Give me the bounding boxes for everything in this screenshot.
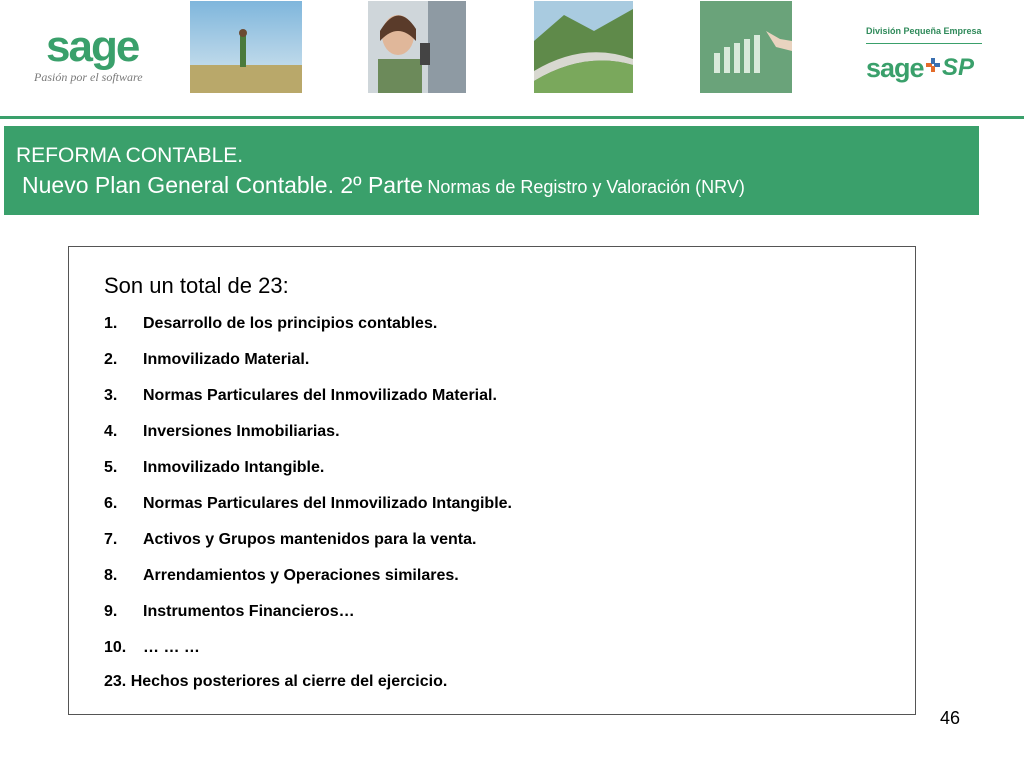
subtitle-sub: Normas de Registro y Valoración (NRV) (427, 177, 745, 197)
list-item-number: 8. (104, 567, 118, 584)
list-item-number: 9. (104, 603, 118, 620)
woman-in-field-photo (190, 1, 302, 93)
woman-with-phone-photo (368, 1, 466, 93)
mountain-road-photo (534, 1, 633, 93)
list-item (104, 351, 512, 387)
header-divider (0, 116, 1024, 119)
list-item (104, 459, 512, 495)
list-item (104, 423, 512, 459)
list-item-text: Inmovilizado Material. (143, 351, 310, 368)
sage-sp-logo (862, 26, 984, 92)
slide-header (0, 0, 1024, 118)
list-item-text: Normas Particulares del Inmovilizado Intangible. (143, 495, 512, 512)
list-item-text: Activos y Grupos mantenidos para la venta. (143, 531, 477, 548)
list-item-text: Arrendamientos y Operaciones similares. (143, 567, 459, 584)
list-item (104, 567, 512, 603)
list-item-text: … … … (143, 639, 200, 656)
division-divider (866, 43, 982, 44)
plus-connector-icon (926, 58, 940, 72)
list-item-text: Inversiones Inmobiliarias. (143, 423, 340, 440)
list-item-text: Normas Particulares del Inmovilizado Material. (143, 387, 497, 404)
brand-sage-word: sage (866, 53, 924, 83)
list-item-number: 3. (104, 387, 118, 404)
list-item (104, 495, 512, 531)
list-item (104, 639, 512, 675)
slide-subtitle (22, 172, 745, 199)
list-item (104, 315, 512, 351)
list-item (104, 531, 512, 567)
list-item-text: Inmovilizado Intangible. (143, 459, 325, 476)
slide-title: REFORMA CONTABLE. (16, 144, 244, 167)
list-item-text: Instrumentos Financieros… (143, 603, 355, 620)
sage-logo (34, 22, 154, 92)
list-item-text: Desarrollo de los principios contables. (143, 315, 438, 332)
list-item (104, 387, 512, 423)
hand-drawing-chart-photo (700, 1, 792, 93)
list-item-number: 7. (104, 531, 118, 548)
page-number: 46 (940, 708, 961, 728)
final-list-item: 23. Hechos posteriores al cierre del ejercicio. (104, 673, 448, 690)
list-item-number: 4. (104, 423, 118, 440)
brand-sp-word: SP (942, 54, 975, 81)
list-item-number: 6. (104, 495, 118, 512)
content-heading: Son un total de 23: (104, 273, 289, 298)
title-banner (4, 126, 979, 215)
list-item-number: 5. (104, 459, 118, 476)
nrv-list (104, 315, 512, 675)
sage-logo-tagline: Pasión por el software (34, 70, 143, 84)
division-label: División Pequeña Empresa (866, 26, 982, 36)
content-box (68, 246, 916, 715)
sage-logo-word: sage (46, 22, 139, 71)
list-item-number: 1. (104, 315, 118, 332)
list-item-number: 10. (104, 639, 127, 656)
list-item-number: 2. (104, 351, 118, 368)
list-item (104, 603, 512, 639)
subtitle-main: Nuevo Plan General Contable. 2º Parte (22, 172, 423, 198)
